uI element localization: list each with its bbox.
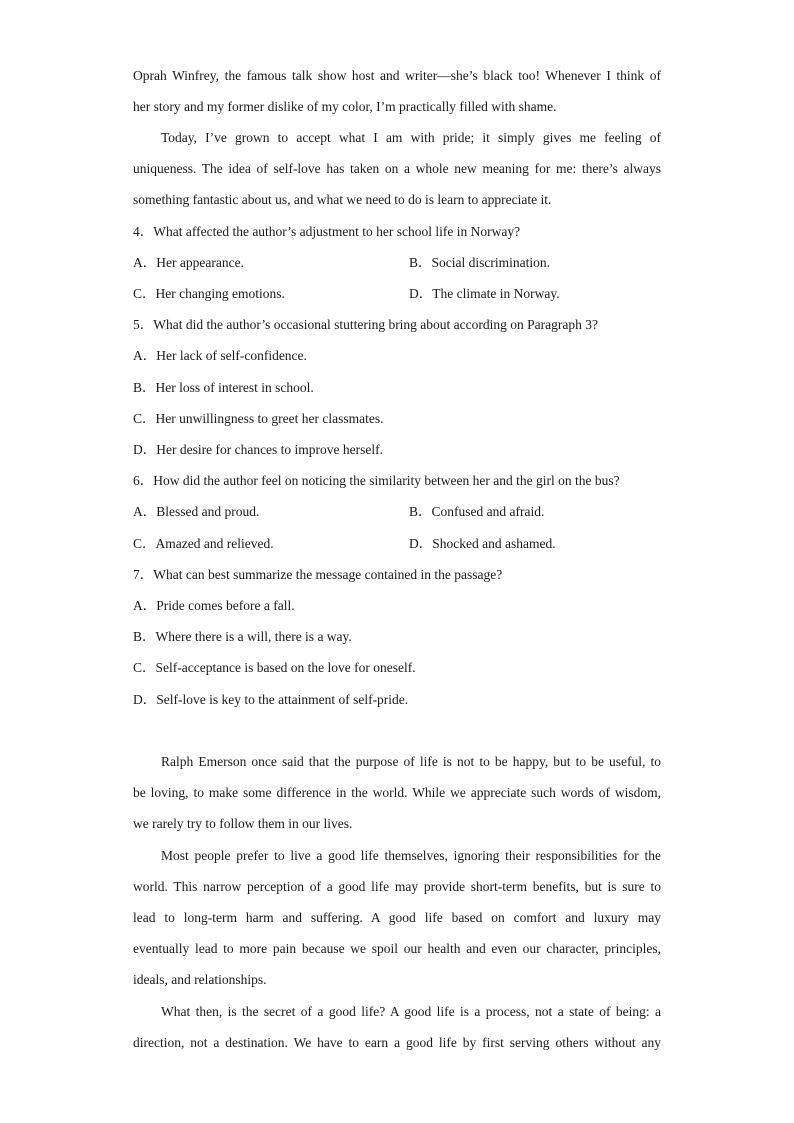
paragraph-line: lead to long-term harm and suffering. A good life based on comfort and luxury may [133,910,661,925]
paragraph-line: Today, I’ve grown to accept what I am with pride; it simply gives me feeling of [161,130,661,145]
option-c: C．Amazed and relieved. [133,536,274,551]
paragraph-line: Ralph Emerson once said that the purpose of life is not to be happy, but to be useful, to [161,754,661,769]
option-c: C．Her unwillingness to greet her classmates. [133,411,384,426]
option-row [133,285,661,303]
option-b: B．Where there is a will, there is a way. [133,629,352,644]
option-a: A．Blessed and proud. [133,504,260,519]
option-a: A．Her lack of self-confidence. [133,348,307,363]
option-d: D．The climate in Norway. [409,286,560,301]
option-a: A．Her appearance. [133,255,244,270]
question-stem: 5．What did the author’s occasional stuttering bring about according on Paragraph 3? [133,317,598,332]
paragraph-line: ideals, and relationships. [133,972,267,987]
option-b: B．Confused and afraid. [409,504,545,519]
paragraph-line: Oprah Winfrey, the famous talk show host and writer—she’s black too! Whenever I think of [133,68,661,83]
paragraph-line: we rarely try to follow them in our lives. [133,816,353,831]
paragraph-line: something fantastic about us, and what we need to do is learn to appreciate it. [133,192,552,207]
question-stem: 7．What can best summarize the message contained in the passage? [133,567,503,582]
option-c: C．Her changing emotions. [133,286,285,301]
option-d: D．Her desire for chances to improve herself. [133,442,384,457]
paragraph-line: eventually lead to more pain because we spoil our health and even our character, principles, [133,941,661,956]
paragraph-line: her story and my former dislike of my color, I’m practically filled with shame. [133,99,557,114]
paragraph-line: world. This narrow perception of a good life may provide short-term benefits, but is sure to [133,879,661,894]
option-d: D．Self-love is key to the attainment of self-pride. [133,692,409,707]
question-stem: 4．What affected the author’s adjustment to her school life in Norway? [133,224,521,239]
option-row [133,254,661,272]
paragraph-line: What then, is the secret of a good life? A good life is a process, not a state of being: a [161,1004,661,1019]
option-d: D．Shocked and ashamed. [409,536,556,551]
paragraph-line: Most people prefer to live a good life themselves, ignoring their responsibilities for the [161,848,661,863]
question-stem: 6．How did the author feel on noticing the similarity between her and the girl on the bus? [133,473,620,488]
option-c: C．Self-acceptance is based on the love for oneself. [133,660,416,675]
paragraph-line: uniqueness. The idea of self-love has taken on a whole new meaning for me: there’s always [133,161,661,176]
paragraph-line: be loving, to make some difference in the world. While we appreciate such words of wisdom, [133,785,661,800]
option-row [133,535,661,553]
option-a: A．Pride comes before a fall. [133,598,295,613]
option-row [133,503,661,521]
paragraph-line: direction, not a destination. We have to earn a good life by first serving others without any [133,1035,661,1050]
option-b: B．Social discrimination. [409,255,550,270]
option-b: B．Her loss of interest in school. [133,380,314,395]
